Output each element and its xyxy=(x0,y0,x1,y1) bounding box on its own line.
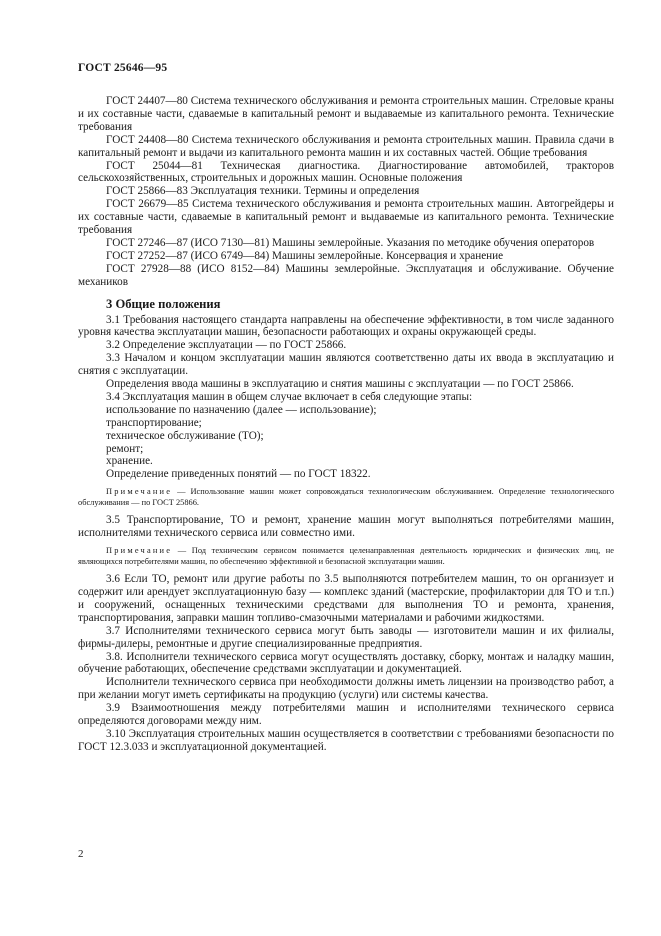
note-1 xyxy=(78,486,614,508)
reference-item: ГОСТ 26679—85 Система технического обслуживания и ремонта строительных машин. Автогрейдеры и их составные части, сдаваемые в капитальный ремонт и выдаваемые из капитального ремонта. Технические требования xyxy=(78,198,614,237)
paragraph-3-8: 3.8. Исполнители технического сервиса могут осуществлять доставку, сборку, монтаж и наладку машин, обучение работающих, обеспечение средствами эксплуатации и документацией. xyxy=(78,650,614,676)
paragraph-3-5: 3.5 Транспортирование, ТО и ремонт, хранение машин могут выполняться потребителями машин, исполнителями технического сервиса или совместно ими. xyxy=(78,514,614,540)
reference-item: ГОСТ 25044—81 Техническая диагностика. Диагностирование автомобилей, тракторов сельскохозяйственных, строительных и дорожных машин. Основные положения xyxy=(78,159,614,185)
page-number: 2 xyxy=(78,848,84,860)
stage-item: ремонт; xyxy=(106,442,144,455)
paragraph-3-8-licensing: Исполнители технического сервиса при необходимости должны иметь лицензии на производство работ, а при желании могут иметь сертификаты на продукцию (услуги) или системы качества. xyxy=(78,676,614,702)
paragraph-3-3: 3.3 Началом и концом эксплуатации машин являются соответственно даты их ввода в эксплуатацию и снятия с эксплуатации. xyxy=(78,352,614,378)
document-body xyxy=(78,95,614,754)
reference-item: ГОСТ 27246—87 (ИСО 7130—81) Машины землеройные. Указания по методике обучения операторов xyxy=(106,236,595,249)
paragraph-3-7: 3.7 Исполнителями технического сервиса могут быть заводы — изготовители машин и их филиалы, фирмы-дилеры, ремонтные и другие специализированные предприятия. xyxy=(78,624,614,650)
paragraph-3-4-definition: Определение приведенных понятий — по ГОСТ 18322. xyxy=(106,468,371,481)
stage-item: техническое обслуживание (ТО); xyxy=(106,429,264,442)
paragraph-3-1: 3.1 Требования настоящего стандарта направлены на обеспечение эффективности, в том числе заданного уровня качества эксплуатации машин, безопасности работающих и охраны окружающей среды. xyxy=(78,313,614,339)
stage-item: использование по назначению (далее — использование); xyxy=(106,403,377,416)
paragraph-3-6: 3.6 Если ТО, ремонт или другие работы по 3.5 выполняются потребителем машин, то он организует и содержит или арендует эксплуатационную базу — комплекс зданий (мастерские, профилактории для ТО и т.п.) и сооружений, оснащенных техническими средствами для выполнения ТО и ремонта, хранения, транспортирования, заправки машин топливо-смазочными материалами и рабочими жидкостями. xyxy=(78,573,614,624)
section-heading: 3 Общие положения xyxy=(106,296,221,311)
paragraph-3-3-definition: Определения ввода машины в эксплуатацию и снятия машины с эксплуатации — по ГОСТ 25866. xyxy=(106,378,574,391)
paragraph-3-9: 3.9 Взаимоотношения между потребителями машин и исполнителями технического сервиса определяются договорами между ним. xyxy=(78,702,614,728)
stage-item: хранение. xyxy=(106,455,153,468)
reference-item: ГОСТ 27928—88 (ИСО 8152—84) Машины землеройные. Эксплуатация и обслуживание. Обучение механиков xyxy=(78,262,614,288)
document-header: ГОСТ 25646—95 xyxy=(78,62,168,74)
reference-item: ГОСТ 24408—80 Система технического обслуживания и ремонта строительных машин. Правила сдачи в капитальный ремонт и выдачи из капитального ремонта машин и их составных частей. Общие требования xyxy=(78,133,614,159)
reference-item: ГОСТ 24407—80 Система технического обслуживания и ремонта строительных машин. Стреловые краны и их составные части, сдаваемые в капитальный ремонт и выдаваемые из капитального ремонта. Технические требования xyxy=(78,95,614,133)
stage-item: транспортирование; xyxy=(106,416,202,429)
paragraph-3-10: 3.10 Эксплуатация строительных машин осуществляется в соответствии с требованиями безопасности по ГОСТ 12.3.033 и эксплуатационной документацией. xyxy=(78,727,614,753)
reference-item: ГОСТ 27252—87 (ИСО 6749—84) Машины землеройные. Консервация и хранение xyxy=(106,249,504,262)
reference-item: ГОСТ 25866—83 Эксплуатация техники. Термины и определения xyxy=(106,185,420,198)
paragraph-3-4: 3.4 Эксплуатация машин в общем случае включает в себя следующие этапы: xyxy=(106,390,473,403)
note-2 xyxy=(78,545,614,567)
note-text: — Использование машин может сопровождаться технологическим обслуживанием. Определение технологического обслуживания — по ГОСТ 25866. xyxy=(78,487,615,508)
note-label: Примечание xyxy=(106,546,173,556)
note-label: Примечание xyxy=(106,487,173,497)
note-text: — Под техническим сервисом понимается целенаправленная деятельность юридических и физических лиц, не являющихся потребителями машин, по обеспечению эффективной и безопасной эксплуатации машин. xyxy=(78,546,615,567)
paragraph-3-2: 3.2 Определение эксплуатации — по ГОСТ 25866. xyxy=(106,339,347,352)
